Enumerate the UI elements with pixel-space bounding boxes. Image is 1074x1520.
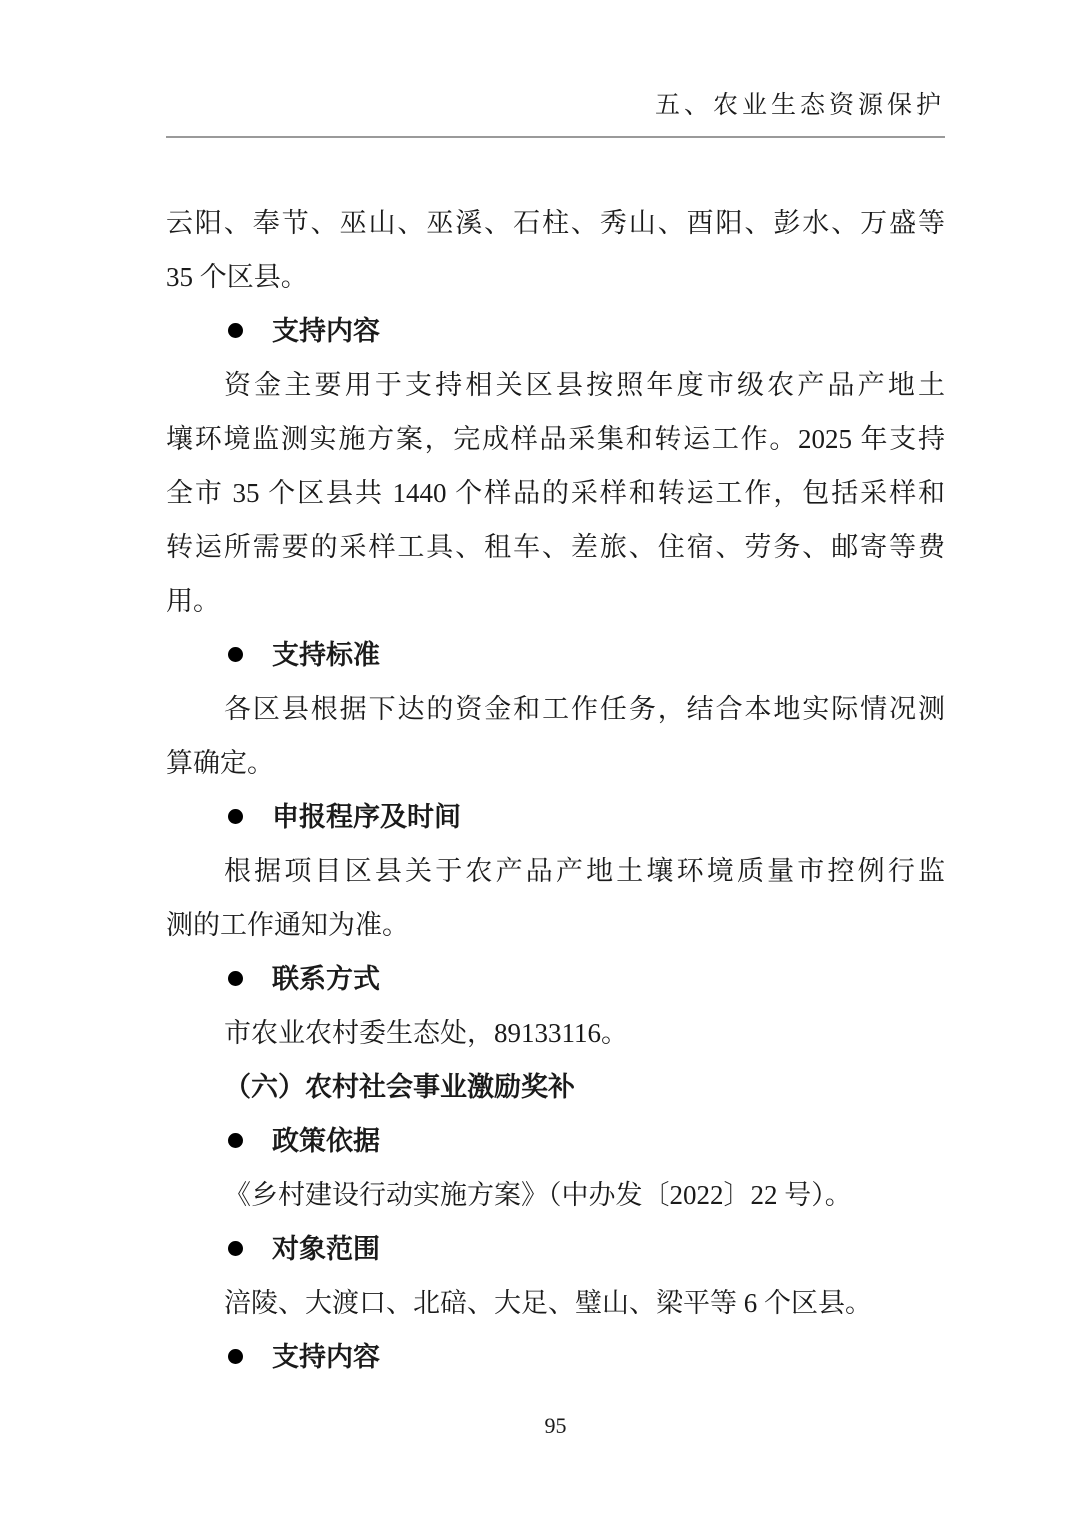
bullet-icon [228,971,243,986]
paragraph-support-content-1-line-5: 用。 [166,586,220,616]
bullet-icon [228,1349,243,1364]
bullet-heading-target-scope [166,1222,1007,1276]
bullet-heading-policy-basis [166,1114,1007,1168]
paragraph-support-standard-line-1: 各区县根据下达的资金和工作任务，结合本地实际情况测 [224,694,945,724]
bullet-heading-label: 对象范围 [272,1234,380,1264]
running-header-title: 五、农业生态资源保护 [654,92,945,119]
bullet-heading-label: 申报程序及时间 [272,802,461,832]
paragraph-region-list-continuation-line-2: 35 个区县。 [166,262,308,292]
paragraph-support-content-1-line-3: 全市 35 个区县共 1440 个样品的采样和转运工作，包括采样和 [166,478,945,508]
bullet-heading-application-procedure [166,790,1007,844]
running-header [166,86,945,138]
paragraph-region-list-continuation-line-1: 云阳、奉节、巫山、巫溪、石柱、秀山、酉阳、彭水、万盛等 [166,208,945,238]
bullet-heading-contact [166,952,1007,1006]
bullet-icon [228,1241,243,1256]
bullet-icon [228,809,243,824]
page-number: 95 [544,1413,567,1438]
bullet-heading-label: 支持内容 [272,316,380,346]
bullet-heading-label: 支持内容 [272,1342,380,1372]
bullet-heading-label: 政策依据 [272,1126,380,1156]
section-heading-rural-social-incentive: （六）农村社会事业激励奖补 [224,1072,575,1102]
paragraph-support-content-1-line-2: 壤环境监测实施方案，完成样品采集和转运工作。2025 年支持 [166,424,945,454]
paragraph-support-standard-line-2: 算确定。 [166,748,274,778]
paragraph-contact-line-1: 市农业农村委生态处，89133116。 [224,1018,628,1048]
paragraph-application-procedure-line-2: 测的工作通知为准。 [166,910,409,940]
paragraph-target-scope-line-1: 涪陵、大渡口、北碚、大足、璧山、梁平等 6 个区县。 [224,1288,872,1318]
bullet-icon [228,323,243,338]
document-body [166,196,945,1384]
bullet-icon [228,1133,243,1148]
bullet-heading-support-content-2 [166,1330,1007,1384]
paragraph-application-procedure-line-1: 根据项目区县关于农产品产地土壤环境质量市控例行监 [224,856,945,886]
bullet-icon [228,647,243,662]
bullet-heading-label: 支持标准 [272,640,380,670]
bullet-heading-support-content-1 [166,304,1007,358]
paragraph-support-content-1-line-4: 转运所需要的采样工具、租车、差旅、住宿、劳务、邮寄等费 [166,532,945,562]
bullet-heading-support-standard [166,628,1007,682]
paragraph-policy-basis-line-1: 《乡村建设行动实施方案》（中办发〔2022〕22 号）。 [224,1180,852,1210]
bullet-heading-label: 联系方式 [272,964,380,994]
paragraph-support-content-1-line-1: 资金主要用于支持相关区县按照年度市级农产品产地土 [224,370,945,400]
